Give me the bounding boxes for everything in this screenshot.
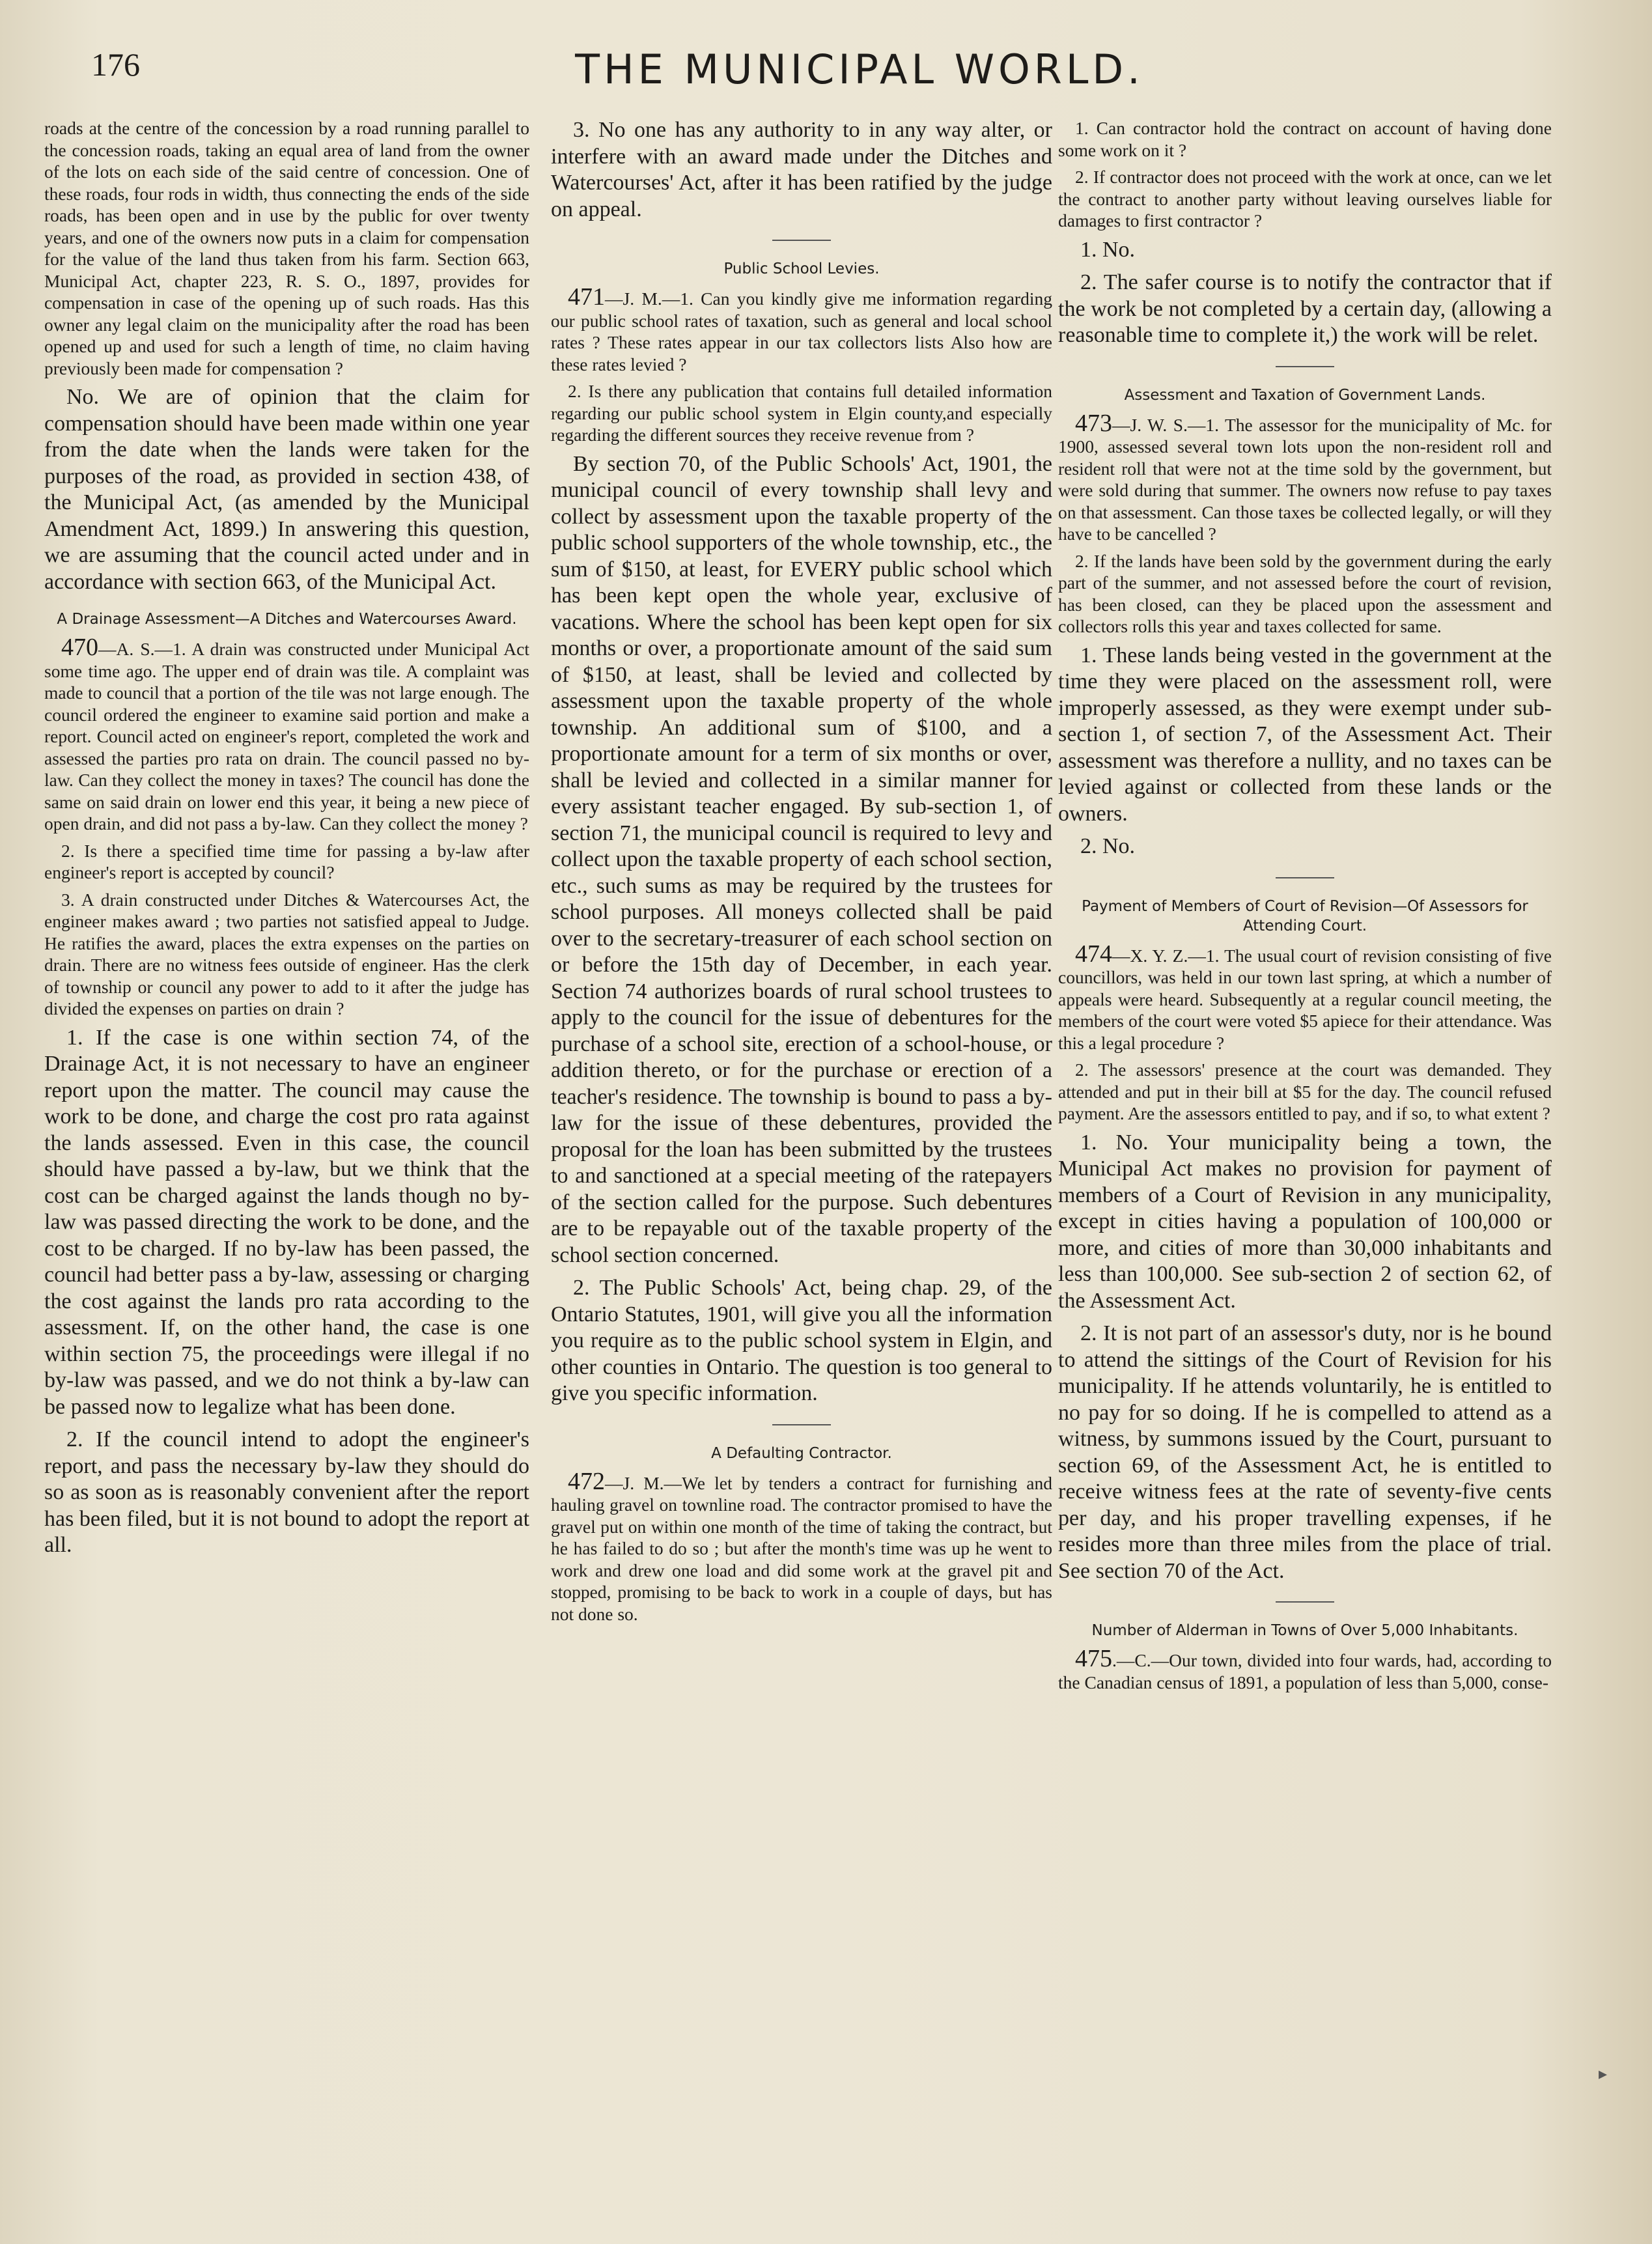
answer-paragraph: 2. It is not part of an assessor's duty, nor is he bound to attend the sittings of the Court of Revision for his municipality. If he attends voluntarily, he is entitled to no pay for so doing. If he is compelled to attend as a witness, by summons issued by the Court, pursuant to section 69, of the Assessment Act, he is entitled to receive witness fees at the rate of seventy-five cents per day, and his proper travelling expenses, if he resides more than three miles from the place of trial. See section 70 of the Act. xyxy=(1058,1321,1552,1583)
question-text: —J. M.—We let by tenders a contract for furnishing and hauling gravel on townline road. The contractor promised to have the gravel put on within one month of the time of taking the contract, but he has failed to do so ; but after the month's time was up he went to work and drew one load and did some work at the gravel pit and stopped, promising to be back to work in a couple of days, but has not done so. xyxy=(551,1472,1052,1624)
answer-paragraph: No. We are of opinion that the claim for compensation should have been made within one year from the date when the lands were taken for the purposes of the road, as provided in section 438, of the Municipal Act, (as amended by the Municipal Amendment Act, 1899.) In answering this question, we are assuming that the council acted under and in accordance with section 663, of the Municipal Act. xyxy=(44,385,529,594)
question-paragraph: 1. Can contractor hold the contract on account of having done some work on it ? xyxy=(1058,118,1552,160)
question-paragraph xyxy=(1058,1645,1552,1693)
question-paragraph: 3. A drain constructed under Ditches & Watercourses Act, the engineer makes award ; two parties not satisfied appeal to Judge. He ratifies the award, places the extra expenses on the parties on drain. There are no witness fees outside of engineer. Has the clerk of township or council any power to add to it after the judge has divided the expenses on parties on drain ? xyxy=(44,889,529,1018)
section-heading: Public School Levies. xyxy=(723,260,880,277)
masthead-title: THE MUNICIPAL WORLD. xyxy=(575,46,1144,93)
answer-paragraph: 2. If the council intend to adopt the engineer's report, and pass the necessary by-law they should do so as soon as is reasonably convenient after the report has been filed, but it is not bound to adopt the report at all. xyxy=(44,1427,529,1557)
question-text: —X. Y. Z.—1. The usual court of revision consisting of five councillors, was held in our town last spring, at which a number of appeals were heard. Subsequently at a regular council meeting, the members of the court were voted $5 apiece for their attendance. Was this a legal procedure ? xyxy=(1058,945,1552,1053)
section-heading: A Drainage Assessment—A Ditches and Watercourses Award. xyxy=(57,611,517,628)
answer-paragraph: 1. No. Your municipality being a town, the Municipal Act makes no provision for payment of members of a Court of Revision in any municipality, except in cities having a population of 100,000 or more, and cities of more than 30,000 inhabitants and less than 100,000. See sub-section 2 of section 62, of the Assessment Act. xyxy=(1058,1130,1552,1313)
question-text: .—C.—Our town, divided into four wards, had, according to the Canadian census of 1891, a population of less than 5,000, conse- xyxy=(1058,1650,1552,1692)
question-paragraph: 2. If contractor does not proceed with the work at once, can we let the contract to another party without leaving ourselves liable for damages to first contractor ? xyxy=(1058,167,1552,231)
question-paragraph xyxy=(551,283,1052,375)
column-3 xyxy=(1058,117,1552,2201)
question-paragraph xyxy=(551,1467,1052,1625)
question-paragraph: 2. Is there a specified time time for passing a by-law after engineer's report is accepted by council? xyxy=(44,840,529,882)
question-text: —A. S.—1. A drain was constructed under Municipal Act some time ago. The upper end of drain was tile. A complaint was made to council that a portion of the tile was not large enough. The council ordered the engineer to examine said portion and make a report. Council acted on engineer's report, completed the work and assessed the parties pro rata on drain. The council passed no by-law. Can they collect the money in taxes? The council has done the same on said drain on lower end this year, it being a new piece of open drain, and did not pass a by-law. Can they collect the money ? xyxy=(44,639,529,834)
answer-paragraph: 3. No one has any authority to in any way alter, or interfere with an award made under the Ditches and Watercourses' Act, after it has been ratified by the judge on appeal. xyxy=(551,118,1052,221)
question-paragraph xyxy=(1058,940,1552,1054)
question-paragraph: 2. Is there any publication that contains full detailed information regarding our public school system in Elgin county,and especially regarding the different sources they receive revenue from ? xyxy=(551,381,1052,445)
question-number: 473 xyxy=(1075,409,1112,437)
section-heading: Number of Alderman in Towns of Over 5,000 Inhabitants. xyxy=(1091,1622,1519,1639)
margin-mark-icon: ▸ xyxy=(1599,2064,1608,2083)
answer-paragraph: 2. The safer course is to notify the contractor that if the work be not completed by a certain day, (allowing a reasonable time to complete it,) the work will be relet. xyxy=(1058,270,1552,347)
question-number: 470 xyxy=(61,634,98,661)
answer-paragraph: 1. These lands being vested in the government at the time they were placed on the assessment roll, were improperly assessed, as they were exempt under sub-section 1, of section 7, of the Assessment Act. Their assessment was therefore a nullity, and no taxes can be levied against or collected from these lands or the owners. xyxy=(1058,643,1552,826)
answer-paragraph: 1. If the case is one within section 74, of the Drainage Act, it is not necessary to have an engineer report upon the matter. The council may cause the work to be done, and charge the cost pro rata against the lands assessed. Even in this case, the council should have passed a by-law, but we think that the cost can be charged against the lands though no by-law was passed directing the work to be done, and the cost to be charged. If no by-law has been passed, the council had better pass a by-law, assessing or charging the cost against the lands pro rata according to the assessment. If, on the other hand, the case is one within section 75, the proceedings were illegal if no by-law was passed, and we do not think a by-law can be passed now to legalize what has been done. xyxy=(44,1025,529,1419)
section-divider xyxy=(1276,1601,1334,1603)
section-heading: Payment of Members of Court of Revision—Of Assessors for Attending Court. xyxy=(1082,897,1528,934)
answer-paragraph: By section 70, of the Public Schools' Act, 1901, the municipal council of every township shall levy and collect by assessment upon the taxable property of the public school supporters of the whole township, etc., the sum of $150, at least, for EVERY public school which has been kept open the whole year, exclusive of vacations. Where the school has been kept open for six months or over, a proportionate amount of the said sum of $150, at least, shall be levied and collected by assessment upon the taxable property of the whole township. An additional sum of $100, and a proportionate amount for a term of six months or over, shall be levied and collected in a similar manner for every assistant teacher engaged. By sub-section 1, of section 71, the municipal council is required to levy and collect upon the taxable property of each school section, etc., such sums as may be required by the trustees for school purposes. All moneys collected shall be paid over to the secretary-treasurer of each school section on or before the 15th day of December, in each year. Section 74 authorizes boards of rural school trustees to apply to the council for the issue of debentures for the purchase of a school site, erection of a school-house, or addition thereto, or for the purchase or erection of a teacher's residence. The township is bound to pass a by-law for the issue of these debentures, provided the proposal for the loan has been submitted by the trustees to and sanctioned at a special meeting of the ratepayers of the section called for the purpose. Such debentures are to be repayable out of the taxable property of the school section concerned. xyxy=(551,451,1052,1267)
question-paragraph xyxy=(1058,409,1552,545)
section-divider xyxy=(772,240,831,241)
question-text: —J. W. S.—1. The assessor for the municipality of Mc. for 1900, assessed several town lots upon the non-resident roll and resident roll that were not at the time sold by the government, but were sold during that summer. The owners now refuse to pay taxes on that assessment. Can those taxes be collected legally, or will they have to be cancelled ? xyxy=(1058,414,1552,544)
question-text: —J. M.—1. Can you kindly give me information regarding our public school rates of taxation, such as general and local school rates ? These rates appear in our tax collectors lists Also how are these rates levied ? xyxy=(551,288,1052,374)
answer-paragraph: 2. No. xyxy=(1080,834,1136,858)
question-number: 472 xyxy=(568,1467,605,1495)
section-divider xyxy=(772,1424,831,1425)
section-divider xyxy=(1276,877,1334,878)
answer-paragraph: 1. No. xyxy=(1080,237,1136,262)
column-2 xyxy=(551,117,1052,2201)
column-1 xyxy=(44,117,529,2201)
question-number: 474 xyxy=(1075,940,1112,968)
answer-paragraph: 2. The Public Schools' Act, being chap. 29, of the Ontario Statutes, 1901, will give you all the information you require as to the public school system in Elgin, and other counties in Ontario. The question is too general to give you specific information. xyxy=(551,1276,1052,1405)
section-divider xyxy=(1276,366,1334,367)
section-heading: A Defaulting Contractor. xyxy=(711,1444,892,1462)
question-paragraph xyxy=(44,634,529,835)
question-number: 471 xyxy=(568,283,605,311)
question-continued: roads at the centre of the concession by a road running parallel to the concession roads, taking an equal area of land from the owner of the lots on each side of the said centre of concession. One of these roads, four rods in width, thus connecting the ends of the side roads, has been open and in use by the public for over twenty years, and one of the owners now puts in a claim for compensation for the value of the land thus taken from his farm. Section 663, Municipal Act, chapter 223, R. S. O., 1897, provides for compensation in case of the opening up of such roads. Has this owner any legal claim on the municipality after the road has been opened up and used for such a length of time, no claim having previously been made for compensation ? xyxy=(44,118,529,378)
question-paragraph: 2. The assessors' presence at the court was demanded. They attended and put in their bill at $5 for the day. The council refused payment. Are the assessors entitled to pay, and if so, to what extent ? xyxy=(1058,1059,1552,1123)
page-number: 176 xyxy=(91,46,140,83)
question-paragraph: 2. If the lands have been sold by the government during the early part of the summer, and not assessed before the court of revision, has been closed, can they be placed upon the assessment and collectors rolls this year and taxes collected for same. xyxy=(1058,550,1552,636)
section-heading: Assessment and Taxation of Government Lands. xyxy=(1124,386,1486,404)
question-number: 475 xyxy=(1075,1645,1112,1672)
